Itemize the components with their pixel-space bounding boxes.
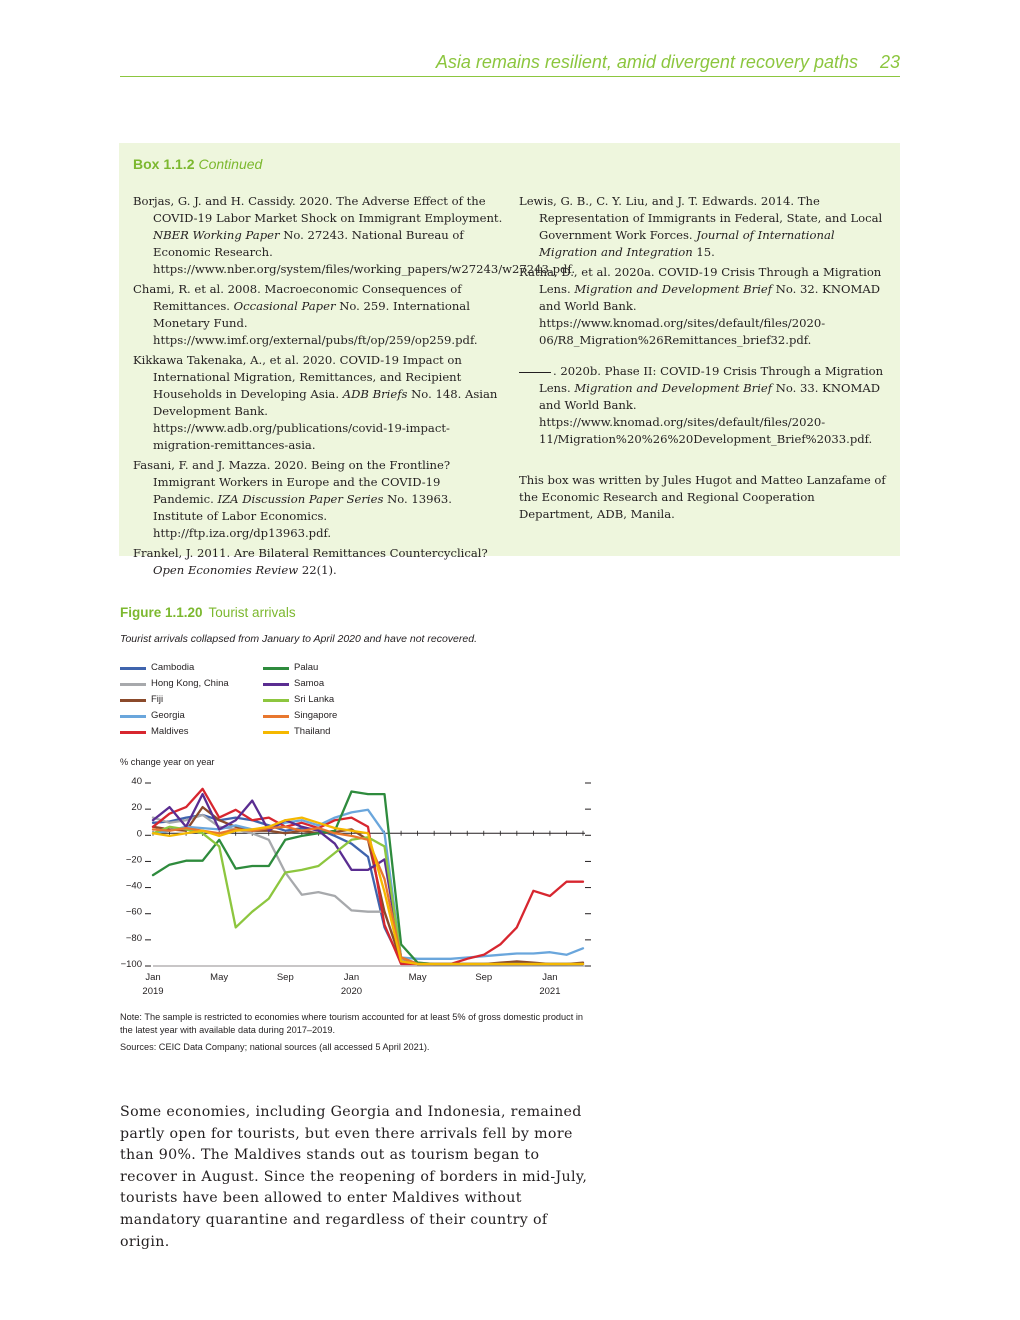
series-line-maldives	[153, 789, 583, 964]
legend-label: Sri Lanka	[294, 694, 335, 705]
box-credit: This box was written by Jules Hugot and Matteo Lanzafame of the Economic Research and Regional Cooperation Department, ADB, Manila.	[519, 473, 886, 521]
body-paragraph: Some economies, including Georgia and Indonesia, remained partly open for tourists, but even there arrivals fell by more than 90%. The Maldives stands out as tourism began to recover in August. Since the reopening of borders in mid-July, tourists have been allowed to enter Maldives without mandatory quarantine and regardless of their country of origin.	[120, 1104, 588, 1250]
legend-swatch	[263, 731, 289, 734]
running-header	[120, 50, 900, 77]
x-tick-label: Jan	[542, 972, 558, 983]
y-tick-label: −80	[125, 932, 142, 944]
series-line-singapore	[153, 827, 583, 964]
y-tick-label: 0	[136, 828, 142, 840]
legend-label: Hong Kong, China	[151, 678, 229, 689]
x-tick-label: May	[408, 972, 427, 983]
series-line-palau	[153, 792, 583, 965]
legend-label: Maldives	[151, 726, 189, 737]
y-tick-label: −20	[125, 854, 142, 866]
reference-lewis: Lewis, G. B., C. Y. Liu, and J. T. Edwards. 2014. The Representation of Immigrants in Federal, State, and Local Government Work Forces. Journal of International Migration and Integration 15.	[519, 194, 883, 259]
legend-label: Fiji	[151, 694, 164, 705]
figure-sources: Sources: CEIC Data Company; national sources (all accessed 5 April 2021).	[120, 1042, 430, 1052]
y-axis-label: % change year on year	[120, 757, 215, 767]
legend-swatch	[120, 683, 146, 686]
legend-label: Thailand	[294, 726, 331, 737]
legend-label: Singapore	[294, 710, 338, 721]
references-right-column	[519, 193, 889, 523]
x-tick-label: Jan	[343, 972, 360, 983]
reference-kikkawa: Kikkawa Takenaka, A., et al. 2020. COVID-19 Impact on International Migration, Remittances, and Recipient Households in Developing Asia. ADB Briefs No. 148. Asian Development Bank. https://www.adb.org/publications/covid-19-impact-migration-remittances-asia.	[133, 353, 498, 452]
box-1-1-2	[119, 143, 900, 577]
reference-fasani: Fasani, F. and J. Mazza. 2020. Being on the Frontline? Immigrant Workers in Europe and the COVID-19 Pandemic. IZA Discussion Paper Series No. 13963. Institute of Labor Economics. http://ftp.iza.org/dp13963.pdf.	[133, 458, 452, 540]
legend-swatch	[263, 715, 289, 718]
figure-number: Figure 1.1.20	[120, 605, 203, 620]
legend-label: Palau	[294, 662, 319, 673]
y-tick-label: 40	[131, 776, 142, 787]
figure-name: Tourist arrivals	[208, 605, 296, 620]
y-tick-label: −60	[125, 906, 142, 918]
figure-title	[120, 605, 296, 620]
y-tick-label: 20	[131, 802, 142, 814]
y-tick-label: −100	[120, 959, 142, 970]
reference-ratha-b: . 2020b. Phase II: COVID-19 Crisis Through a Migration Lens. Migration and Development Brief No. 33. KNOMAD and World Bank. https://www.knomad.org/sites/default/files/2020-11/Migration%20%26%20Development_Brief%2033.pdf.	[519, 363, 889, 448]
chart-legend	[120, 662, 420, 742]
legend-swatch	[120, 731, 146, 734]
x-tick-year: 2021	[539, 986, 561, 997]
legend-label: Samoa	[294, 678, 325, 689]
tourist-arrivals-chart	[118, 755, 598, 1005]
x-tick-label: Sep	[276, 972, 294, 983]
legend-label: Georgia	[151, 710, 185, 721]
page-number: 23	[879, 52, 900, 72]
x-tick-label: May	[210, 972, 229, 983]
x-tick-year: 2019	[142, 986, 164, 997]
reference-chami: Chami, R. et al. 2008. Macroeconomic Consequences of Remittances. Occasional Paper No. 259. International Monetary Fund. https://www.imf.org/external/pubs/ft/op/259/op259.pdf.	[133, 282, 478, 347]
reference-borjas: Borjas, G. J. and H. Cassidy. 2020. The Adverse Effect of the COVID-19 Labor Market Shock on Immigrant Employment. NBER Working Paper No. 27243. National Bureau of Economic Research. https://www.nber.org/system/files/working_papers/w27243/w27243.pdf.	[133, 194, 576, 276]
reference-ratha-a: Ratha, D., et al. 2020a. COVID-19 Crisis Through a Migration Lens. Migration and Development Brief No. 32. KNOMAD and World Bank. https://www.knomad.org/sites/default/files/2020-06/R8_Migration%26Remittances_brief32.pdf.	[519, 265, 882, 347]
legend-label: Cambodia	[151, 662, 195, 673]
x-tick-label: Jan	[145, 972, 161, 983]
series-line-sri-lanka	[153, 827, 583, 964]
figure-subtitle: Tourist arrivals collapsed from January to April 2020 and have not recovered.	[120, 633, 477, 645]
references-left-column	[133, 193, 576, 582]
x-tick-year: 2020	[340, 986, 363, 997]
legend-swatch	[263, 667, 289, 670]
reference-frankel: Frankel, J. 2011. Are Bilateral Remittances Countercyclical? Open Economies Review 22(1).	[133, 546, 488, 577]
legend-swatch	[263, 699, 289, 702]
repeat-author-dash	[519, 372, 551, 373]
box-continued: Continued	[198, 156, 263, 172]
legend-swatch	[120, 699, 146, 702]
figure-note: Note: The sample is restricted to economies where tourism accounted for at least 5% of gross domestic product in the latest year with available data during 2017–2019.	[120, 1012, 583, 1035]
legend-swatch	[120, 715, 146, 718]
legend-swatch	[120, 667, 146, 670]
y-tick-label: −40	[125, 880, 142, 892]
legend-swatch	[263, 683, 289, 686]
box-number: Box 1.1.2	[133, 156, 195, 172]
running-header-title: Asia remains resilient, amid divergent recovery paths	[435, 52, 858, 72]
x-tick-label: Sep	[475, 972, 493, 983]
box-label	[133, 156, 262, 172]
